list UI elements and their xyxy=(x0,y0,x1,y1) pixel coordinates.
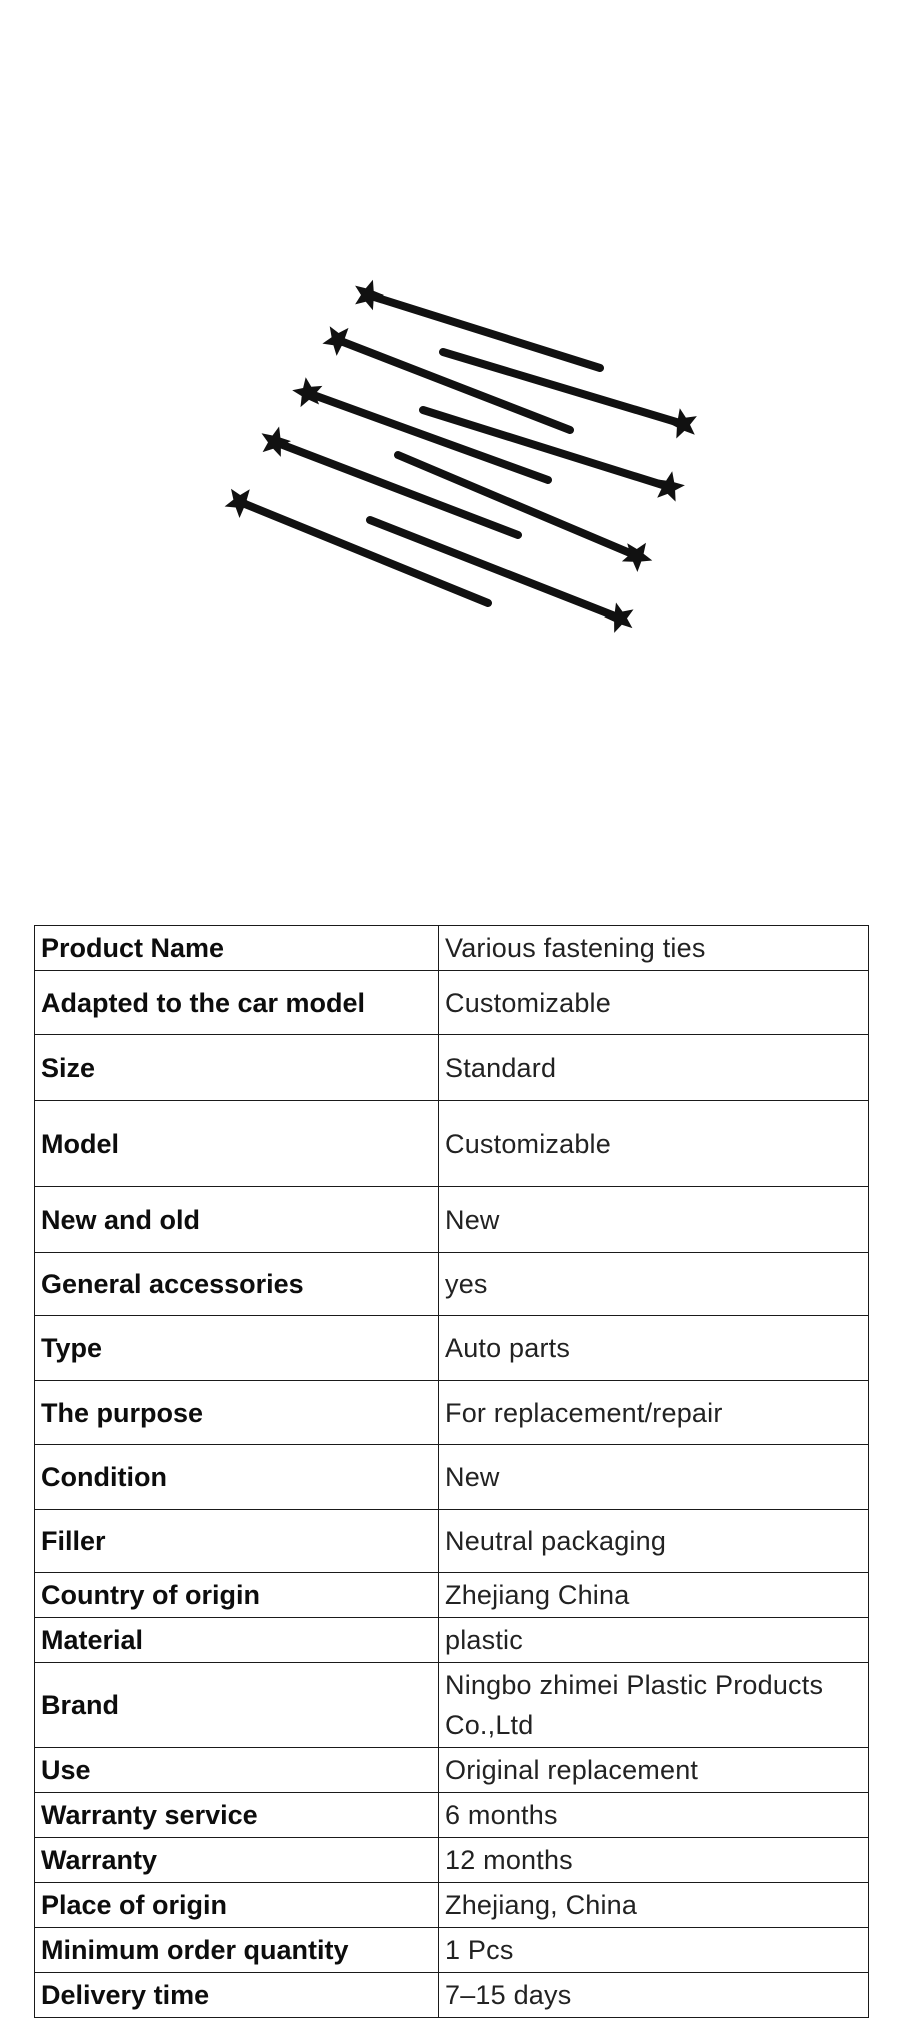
spec-label: General accessories xyxy=(35,1253,439,1316)
tie-head-icon xyxy=(667,408,697,438)
spec-row xyxy=(35,1316,869,1381)
spec-row xyxy=(35,1618,869,1663)
spec-row xyxy=(35,1510,869,1573)
spec-value: Customizable xyxy=(439,1101,869,1187)
spec-label: Country of origin xyxy=(35,1573,439,1618)
spec-value: 7–15 days xyxy=(439,1973,869,2018)
spec-label: Material xyxy=(35,1618,439,1663)
spec-value: Zhejiang China xyxy=(439,1573,869,1618)
spec-row xyxy=(35,1928,869,1973)
tie-head-icon xyxy=(225,489,256,518)
spec-value: New xyxy=(439,1187,869,1253)
tie-head-icon xyxy=(604,603,634,633)
spec-label: Condition xyxy=(35,1445,439,1510)
spec-label: Model xyxy=(35,1101,439,1187)
spec-value: Customizable xyxy=(439,971,869,1035)
spec-row xyxy=(35,1748,869,1793)
spec-label: The purpose xyxy=(35,1381,439,1445)
spec-value: 1 Pcs xyxy=(439,1928,869,1973)
spec-row xyxy=(35,1035,869,1101)
spec-row xyxy=(35,1187,869,1253)
spec-label: Product Name xyxy=(35,926,439,971)
spec-row xyxy=(35,1793,869,1838)
spec-label: Place of origin xyxy=(35,1883,439,1928)
spec-label: Warranty xyxy=(35,1838,439,1883)
spec-value: 12 months xyxy=(439,1838,869,1883)
spec-value: Standard xyxy=(439,1035,869,1101)
tie-head-icon xyxy=(262,427,292,457)
spec-label: New and old xyxy=(35,1187,439,1253)
spec-value: For replacement/repair xyxy=(439,1381,869,1445)
spec-value: plastic xyxy=(439,1618,869,1663)
fastening-ties-illustration xyxy=(0,0,906,900)
spec-row xyxy=(35,1381,869,1445)
spec-row xyxy=(35,1838,869,1883)
tie-head-icon xyxy=(622,543,652,572)
tie-head-icon xyxy=(355,280,384,310)
spec-row xyxy=(35,1101,869,1187)
spec-value: Original replacement xyxy=(439,1748,869,1793)
spec-value: Auto parts xyxy=(439,1316,869,1381)
spec-label: Brand xyxy=(35,1663,439,1748)
spec-row xyxy=(35,1973,869,2018)
spec-value: yes xyxy=(439,1253,869,1316)
spec-row xyxy=(35,1663,869,1748)
spec-value: Various fastening ties xyxy=(439,926,869,971)
spec-row xyxy=(35,1445,869,1510)
spec-label: Use xyxy=(35,1748,439,1793)
tie-head-icon xyxy=(292,377,322,407)
spec-row xyxy=(35,1573,869,1618)
spec-value: 6 months xyxy=(439,1793,869,1838)
spec-label: Warranty service xyxy=(35,1793,439,1838)
spec-label: Filler xyxy=(35,1510,439,1573)
spec-row xyxy=(35,1253,869,1316)
spec-row xyxy=(35,1883,869,1928)
tie-strap xyxy=(443,352,683,424)
spec-value: New xyxy=(439,1445,869,1510)
spec-label: Size xyxy=(35,1035,439,1101)
product-image xyxy=(0,0,906,900)
spec-label: Delivery time xyxy=(35,1973,439,2018)
tie-strap xyxy=(368,295,600,368)
spec-table xyxy=(34,925,869,2018)
spec-value: Ningbo zhimei Plastic Products Co.,Ltd xyxy=(439,1663,869,1748)
spec-row xyxy=(35,971,869,1035)
spec-value: Zhejiang, China xyxy=(439,1883,869,1928)
spec-value: Neutral packaging xyxy=(439,1510,869,1573)
spec-label: Adapted to the car model xyxy=(35,971,439,1035)
spec-label: Minimum order quantity xyxy=(35,1928,439,1973)
spec-row xyxy=(35,926,869,971)
spec-label: Type xyxy=(35,1316,439,1381)
